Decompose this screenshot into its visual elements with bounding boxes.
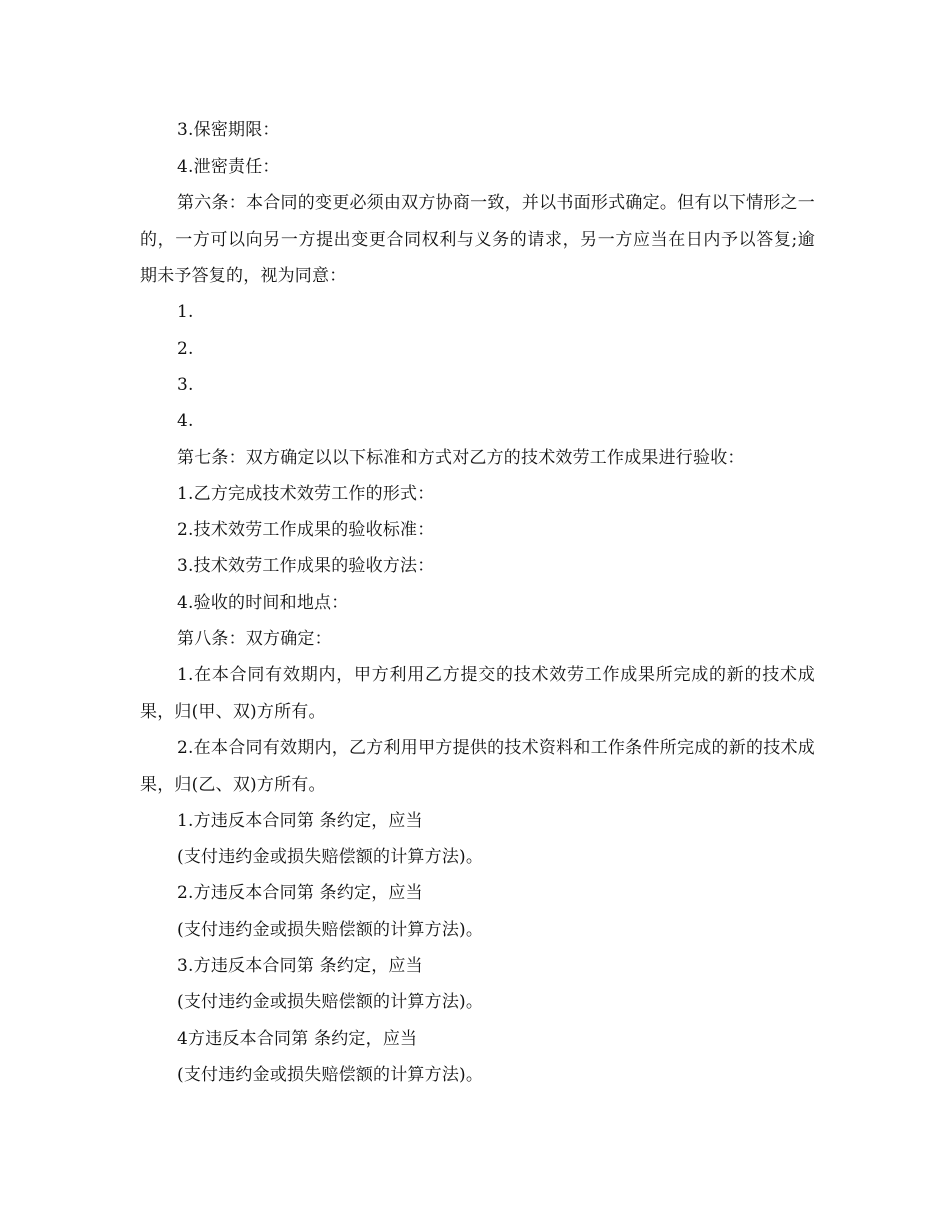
clause-7-item-1: 1.乙方完成技术效劳工作的形式： [177, 484, 435, 504]
breach-item-2-method: (支付违约金或损失赔偿额的计算方法)。 [177, 920, 484, 940]
clause-6-item-3: 3. [177, 375, 194, 395]
clause-5-item-4: 4.泄密责任： [177, 157, 280, 177]
breach-item-1: 1.方违反本合同第 条约定，应当 [177, 811, 423, 831]
clause-7-heading: 第七条：双方确定以以下标准和方式对乙方的技术效劳工作成果进行验收： [177, 448, 745, 468]
clause-6-item-1: 1. [177, 302, 194, 322]
breach-item-4-method: (支付违约金或损失赔偿额的计算方法)。 [177, 1065, 484, 1085]
breach-item-3: 3.方违反本合同第 条约定，应当 [177, 956, 423, 976]
breach-item-1-method: (支付违约金或损失赔偿额的计算方法)。 [177, 847, 484, 867]
clause-8-item-2: 2.在本合同有效期内，乙方利用甲方提供的技术资料和工作条件所完成的新的技术成果，归(乙、双)方所有。 [140, 738, 815, 795]
breach-item-3-method: (支付违约金或损失赔偿额的计算方法)。 [177, 992, 484, 1012]
clause-7-item-2: 2.技术效劳工作成果的验收标准： [177, 520, 435, 540]
breach-item-2: 2.方违反本合同第 条约定，应当 [177, 883, 423, 903]
clause-8-heading: 第八条：双方确定： [177, 629, 332, 649]
breach-item-4: 4方违反本合同第 条约定，应当 [177, 1029, 418, 1049]
clause-7-item-4: 4.验收的时间和地点： [177, 593, 349, 613]
clause-6-item-4: 4. [177, 411, 194, 431]
clause-8-item-1: 1.在本合同有效期内，甲方利用乙方提交的技术效劳工作成果所完成的新的技术成果，归(甲、双)方所有。 [140, 665, 815, 722]
clause-7-item-3: 3.技术效劳工作成果的验收方法： [177, 556, 435, 576]
clause-6-item-2: 2. [177, 339, 194, 359]
clause-6-paragraph: 第六条：本合同的变更必须由双方协商一致，并以书面形式确定。但有以下情形之一的，一方可以向另一方提出变更合同权利与义务的请求，另一方应当在日内予以答复;逾期未予答复的，视为同意： [140, 193, 815, 286]
clause-5-item-3: 3.保密期限： [177, 120, 280, 140]
